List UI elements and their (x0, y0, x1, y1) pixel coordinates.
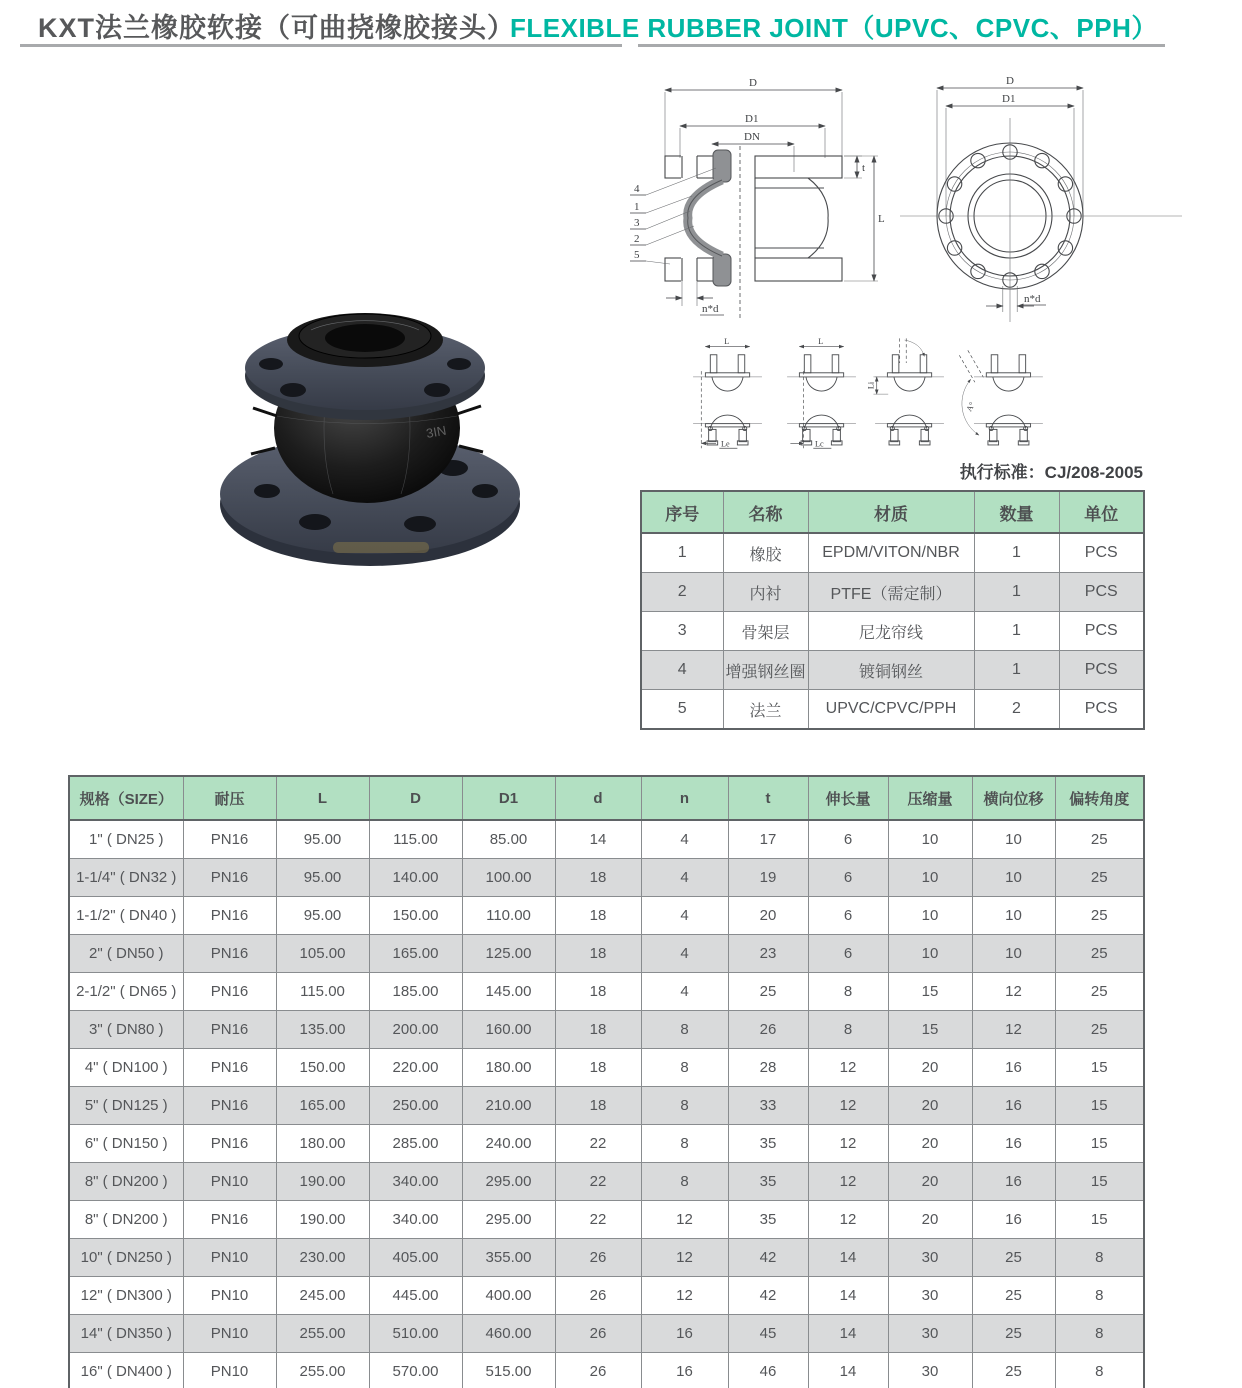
table-cell: 14 (808, 1239, 888, 1277)
table-cell: 8 (641, 1163, 728, 1201)
table-row (69, 1087, 1144, 1125)
table-cell: 16 (972, 1049, 1055, 1087)
table-cell: 19 (728, 859, 808, 897)
table-cell: 16 (641, 1353, 728, 1388)
table-cell: 25 (728, 973, 808, 1011)
column-header: t (728, 776, 808, 820)
table-cell: 445.00 (369, 1277, 462, 1315)
svg-text:A°: A° (964, 400, 977, 414)
table-cell: 12 (808, 1201, 888, 1239)
table-cell: 18 (555, 897, 641, 935)
table-cell: 橡胶 (723, 533, 808, 573)
table-cell: 20 (888, 1201, 972, 1239)
table-row (69, 973, 1144, 1011)
table-cell: 285.00 (369, 1125, 462, 1163)
svg-text:L: L (724, 337, 730, 347)
table-cell: 10 (888, 820, 972, 859)
svg-text:Li: Li (866, 381, 876, 390)
column-header: 伸长量 (808, 776, 888, 820)
table-cell: 8" ( DN200 ) (69, 1201, 183, 1239)
spec-table (68, 775, 1145, 1388)
gold-print-mark (333, 542, 429, 553)
table-cell: 150.00 (276, 1049, 369, 1087)
table-cell: PCS (1059, 690, 1144, 730)
table-row (69, 1201, 1144, 1239)
table-cell: 12 (641, 1201, 728, 1239)
svg-text:L: L (878, 213, 885, 225)
table-row (69, 897, 1144, 935)
table-cell: 35 (728, 1125, 808, 1163)
page-title-cn: KXT法兰橡胶软接（可曲挠橡胶接头） (38, 13, 515, 43)
table-cell: 22 (555, 1201, 641, 1239)
table-cell: 5" ( DN125 ) (69, 1087, 183, 1125)
svg-text:n*d: n*d (1024, 293, 1041, 305)
table-cell: 160.00 (462, 1011, 555, 1049)
table-cell: PCS (1059, 612, 1144, 651)
table-cell: 15 (888, 973, 972, 1011)
table-cell: EPDM/VITON/NBR (808, 533, 974, 573)
table-cell: PN10 (183, 1163, 276, 1201)
table-cell: 15 (1055, 1201, 1144, 1239)
table-cell: 12 (808, 1087, 888, 1125)
table-cell: 95.00 (276, 820, 369, 859)
table-cell: 8 (641, 1087, 728, 1125)
column-header: 名称 (723, 491, 808, 533)
table-cell: 26 (555, 1353, 641, 1388)
table-cell: 245.00 (276, 1277, 369, 1315)
table-cell: 12 (972, 1011, 1055, 1049)
table-cell: 8 (641, 1011, 728, 1049)
svg-text:n*d: n*d (702, 303, 719, 315)
table-cell: PN16 (183, 1125, 276, 1163)
table-cell: 220.00 (369, 1049, 462, 1087)
column-header: 数量 (974, 491, 1059, 533)
table-cell: 4 (641, 859, 728, 897)
page-title-en: FLEXIBLE RUBBER JOINT（UPVC、CPVC、PPH） (510, 13, 1158, 43)
table-cell: 25 (972, 1353, 1055, 1388)
column-header: d (555, 776, 641, 820)
table-row (69, 1163, 1144, 1201)
table-cell: 15 (1055, 1049, 1144, 1087)
table-cell: 2" ( DN50 ) (69, 935, 183, 973)
diagram-angular (959, 350, 1043, 445)
column-header: 规格（SIZE） (69, 776, 183, 820)
table-row (641, 690, 1144, 730)
column-header: D (369, 776, 462, 820)
column-header: 偏转角度 (1055, 776, 1144, 820)
table-cell: 8 (1055, 1315, 1144, 1353)
table-row (69, 1315, 1144, 1353)
table-cell: 6 (808, 859, 888, 897)
table-cell: 12 (808, 1163, 888, 1201)
table-cell: 115.00 (276, 973, 369, 1011)
table-cell: 250.00 (369, 1087, 462, 1125)
svg-text:D1: D1 (1002, 93, 1016, 105)
svg-text:t: t (862, 162, 866, 174)
table-cell: 18 (555, 859, 641, 897)
flange-elevation (755, 156, 842, 281)
table-cell: PN16 (183, 1011, 276, 1049)
table-row (641, 573, 1144, 612)
table-cell: 1-1/4" ( DN32 ) (69, 859, 183, 897)
column-header: D1 (462, 776, 555, 820)
parts-table (640, 490, 1145, 730)
table-cell: 570.00 (369, 1353, 462, 1388)
table-cell: 15 (1055, 1087, 1144, 1125)
table-cell: 400.00 (462, 1277, 555, 1315)
table-cell: 25 (972, 1277, 1055, 1315)
table-cell: 6 (808, 897, 888, 935)
table-cell: 8 (641, 1049, 728, 1087)
table-cell: PN10 (183, 1353, 276, 1388)
table-cell: 28 (728, 1049, 808, 1087)
table-cell: 190.00 (276, 1163, 369, 1201)
table-cell: 8" ( DN200 ) (69, 1163, 183, 1201)
dim-nd-front (986, 286, 1046, 312)
table-cell: 17 (728, 820, 808, 859)
table-cell: 4 (641, 820, 728, 859)
svg-text:D: D (749, 77, 757, 89)
table-cell: 26 (555, 1315, 641, 1353)
svg-text:Le: Le (720, 439, 730, 449)
table-row (69, 1239, 1144, 1277)
table-cell: 255.00 (276, 1353, 369, 1388)
table-cell: 355.00 (462, 1239, 555, 1277)
title-underline-left (20, 44, 622, 47)
table-cell: 25 (1055, 820, 1144, 859)
table-cell: 230.00 (276, 1239, 369, 1277)
table-cell: 18 (555, 1087, 641, 1125)
table-cell: 8 (1055, 1239, 1144, 1277)
table-cell: PN16 (183, 1087, 276, 1125)
table-row (641, 651, 1144, 690)
table-cell: 25 (972, 1239, 1055, 1277)
diagram-compression (787, 337, 856, 449)
table-cell: 145.00 (462, 973, 555, 1011)
column-header: 压缩量 (888, 776, 972, 820)
table-cell: 100.00 (462, 859, 555, 897)
table-row (69, 1125, 1144, 1163)
table-cell: 180.00 (276, 1125, 369, 1163)
dim-t (844, 156, 865, 178)
table-cell: 25 (1055, 859, 1144, 897)
table-cell: 255.00 (276, 1315, 369, 1353)
svg-text:2: 2 (634, 233, 640, 245)
table-row (69, 1011, 1144, 1049)
table-cell: 30 (888, 1315, 972, 1353)
table-cell: 20 (888, 1163, 972, 1201)
table-cell: 16" ( DN400 ) (69, 1353, 183, 1388)
product-photo (215, 298, 535, 576)
table-cell: 18 (555, 1011, 641, 1049)
table-cell: 16 (972, 1201, 1055, 1239)
table-cell: 3" ( DN80 ) (69, 1011, 183, 1049)
table-cell: 295.00 (462, 1163, 555, 1201)
table-cell: 25 (1055, 1011, 1144, 1049)
table-cell: 内衬 (723, 573, 808, 612)
parts-table-header-row (641, 491, 1144, 533)
table-cell: 23 (728, 935, 808, 973)
table-cell: 2-1/2" ( DN65 ) (69, 973, 183, 1011)
table-cell: 165.00 (276, 1087, 369, 1125)
column-header: 序号 (641, 491, 723, 533)
table-cell: 20 (888, 1049, 972, 1087)
table-cell: PN10 (183, 1277, 276, 1315)
column-header: 横向位移 (972, 776, 1055, 820)
table-cell: 14" ( DN350 ) (69, 1315, 183, 1353)
table-cell: 125.00 (462, 935, 555, 973)
dim-nd-section (666, 281, 724, 315)
table-cell: 10 (888, 897, 972, 935)
table-cell: 30 (888, 1239, 972, 1277)
table-cell: 6 (808, 935, 888, 973)
table-cell: 14 (808, 1277, 888, 1315)
table-cell: 18 (555, 935, 641, 973)
table-cell: PTFE（需定制） (808, 573, 974, 612)
table-row (641, 533, 1144, 573)
table-cell: 95.00 (276, 859, 369, 897)
table-cell: 10" ( DN250 ) (69, 1239, 183, 1277)
table-cell: 22 (555, 1163, 641, 1201)
svg-text:L: L (818, 337, 824, 347)
table-cell: PN16 (183, 1049, 276, 1087)
table-cell: 105.00 (276, 935, 369, 973)
table-cell: 4 (641, 973, 728, 1011)
table-cell: 35 (728, 1163, 808, 1201)
svg-text:D1: D1 (745, 113, 759, 125)
table-cell: 1 (641, 533, 723, 573)
table-cell: 26 (555, 1239, 641, 1277)
table-cell: 15 (888, 1011, 972, 1049)
table-cell: 110.00 (462, 897, 555, 935)
table-cell: 1 (974, 533, 1059, 573)
diagram-extension (693, 337, 762, 449)
table-cell: 95.00 (276, 897, 369, 935)
section-drawing (612, 76, 904, 328)
table-cell: 18 (555, 973, 641, 1011)
table-cell: 26 (728, 1011, 808, 1049)
table-cell: PN16 (183, 1201, 276, 1239)
table-cell: 6" ( DN150 ) (69, 1125, 183, 1163)
table-row (69, 820, 1144, 859)
svg-text:4: 4 (634, 183, 640, 195)
table-row (69, 1353, 1144, 1388)
table-cell: 8 (1055, 1277, 1144, 1315)
table-cell: 法兰 (723, 690, 808, 730)
table-cell: 1 (974, 612, 1059, 651)
table-cell: 85.00 (462, 820, 555, 859)
table-cell: 46 (728, 1353, 808, 1388)
table-cell: 16 (641, 1315, 728, 1353)
table-cell: 26 (555, 1277, 641, 1315)
table-cell: 10 (972, 820, 1055, 859)
table-cell: 4" ( DN100 ) (69, 1049, 183, 1087)
table-cell: 2 (974, 690, 1059, 730)
table-cell: PN10 (183, 1315, 276, 1353)
table-cell: 30 (888, 1277, 972, 1315)
table-cell: 骨架层 (723, 612, 808, 651)
diagram-lateral (866, 338, 944, 445)
table-cell: 增强钢丝圈 (723, 651, 808, 690)
table-cell: 8 (641, 1125, 728, 1163)
svg-text:DN: DN (744, 131, 760, 143)
table-row (69, 935, 1144, 973)
table-cell: 515.00 (462, 1353, 555, 1388)
table-cell: PN16 (183, 897, 276, 935)
table-row (69, 1049, 1144, 1087)
table-cell: 5 (641, 690, 723, 730)
table-cell: 25 (1055, 973, 1144, 1011)
table-cell: 405.00 (369, 1239, 462, 1277)
table-cell: 1 (974, 651, 1059, 690)
table-cell: 1" ( DN25 ) (69, 820, 183, 859)
table-cell: 210.00 (462, 1087, 555, 1125)
table-cell: 10 (972, 935, 1055, 973)
svg-text:D: D (1006, 75, 1014, 87)
table-cell: 25 (972, 1315, 1055, 1353)
table-cell: 16 (972, 1087, 1055, 1125)
table-cell: 3 (641, 612, 723, 651)
table-cell: 14 (808, 1315, 888, 1353)
table-cell: 12 (808, 1049, 888, 1087)
table-cell: 1-1/2" ( DN40 ) (69, 897, 183, 935)
table-row (69, 859, 1144, 897)
spec-table-header-row (69, 776, 1144, 820)
table-cell: 240.00 (462, 1125, 555, 1163)
table-cell: 340.00 (369, 1201, 462, 1239)
table-row (69, 1277, 1144, 1315)
motion-diagrams (688, 336, 1060, 462)
column-header: 材质 (808, 491, 974, 533)
table-cell: 30 (888, 1353, 972, 1388)
table-cell: 4 (641, 935, 728, 973)
table-cell: 1 (974, 573, 1059, 612)
table-cell: 8 (1055, 1353, 1144, 1388)
front-view-drawing (898, 70, 1186, 330)
standard-note: 执行标准：CJ/208-2005 (959, 463, 1143, 482)
table-cell: 12 (641, 1239, 728, 1277)
table-cell: 10 (888, 859, 972, 897)
table-cell: 镀铜钢丝 (808, 651, 974, 690)
dim-L (844, 156, 885, 281)
table-cell: 6 (808, 820, 888, 859)
table-cell: 25 (1055, 935, 1144, 973)
table-cell: 510.00 (369, 1315, 462, 1353)
table-cell: 12" ( DN300 ) (69, 1277, 183, 1315)
svg-text:5: 5 (634, 249, 640, 261)
title-underline-right (638, 44, 1165, 47)
bore-opening (325, 324, 405, 352)
table-cell: PN10 (183, 1239, 276, 1277)
table-cell: 14 (555, 820, 641, 859)
table-cell: 185.00 (369, 973, 462, 1011)
table-cell: 20 (888, 1087, 972, 1125)
table-cell: 8 (808, 973, 888, 1011)
table-cell: PN16 (183, 820, 276, 859)
svg-text:3: 3 (634, 217, 640, 229)
table-cell: UPVC/CPVC/PPH (808, 690, 974, 730)
svg-text:1: 1 (634, 201, 640, 213)
table-cell: 140.00 (369, 859, 462, 897)
table-cell: 15 (1055, 1163, 1144, 1201)
table-cell: 12 (641, 1277, 728, 1315)
table-cell: 12 (972, 973, 1055, 1011)
column-header: 单位 (1059, 491, 1144, 533)
table-row (641, 612, 1144, 651)
table-cell: 180.00 (462, 1049, 555, 1087)
column-header: L (276, 776, 369, 820)
table-cell: 22 (555, 1125, 641, 1163)
table-cell: 10 (888, 935, 972, 973)
table-cell: PCS (1059, 651, 1144, 690)
table-cell: 150.00 (369, 897, 462, 935)
table-cell: 165.00 (369, 935, 462, 973)
table-cell: 10 (972, 897, 1055, 935)
centerlines (900, 118, 1182, 322)
table-cell: 尼龙帘线 (808, 612, 974, 651)
rubber-marking: 3IN (424, 422, 448, 441)
table-cell: 4 (641, 897, 728, 935)
table-cell: 20 (888, 1125, 972, 1163)
table-cell: PN16 (183, 973, 276, 1011)
table-cell: 25 (1055, 897, 1144, 935)
table-cell: PN16 (183, 859, 276, 897)
table-cell: 42 (728, 1277, 808, 1315)
column-header: n (641, 776, 728, 820)
table-cell: 2 (641, 573, 723, 612)
table-cell: 16 (972, 1163, 1055, 1201)
table-cell: 200.00 (369, 1011, 462, 1049)
table-cell: 42 (728, 1239, 808, 1277)
table-cell: 20 (728, 897, 808, 935)
table-cell: 460.00 (462, 1315, 555, 1353)
table-cell: 16 (972, 1125, 1055, 1163)
table-cell: 340.00 (369, 1163, 462, 1201)
table-cell: 14 (808, 1353, 888, 1388)
table-cell: 135.00 (276, 1011, 369, 1049)
table-cell: 10 (972, 859, 1055, 897)
table-cell: PN16 (183, 935, 276, 973)
table-cell: 45 (728, 1315, 808, 1353)
table-cell: PCS (1059, 533, 1144, 573)
table-cell: 12 (808, 1125, 888, 1163)
table-cell: 295.00 (462, 1201, 555, 1239)
table-cell: PCS (1059, 573, 1144, 612)
svg-text:Lc: Lc (814, 439, 824, 449)
table-cell: 190.00 (276, 1201, 369, 1239)
table-cell: 4 (641, 651, 723, 690)
table-cell: 33 (728, 1087, 808, 1125)
table-cell: 18 (555, 1049, 641, 1087)
column-header: 耐压 (183, 776, 276, 820)
table-cell: 35 (728, 1201, 808, 1239)
table-cell: 8 (808, 1011, 888, 1049)
table-cell: 15 (1055, 1125, 1144, 1163)
table-cell: 115.00 (369, 820, 462, 859)
